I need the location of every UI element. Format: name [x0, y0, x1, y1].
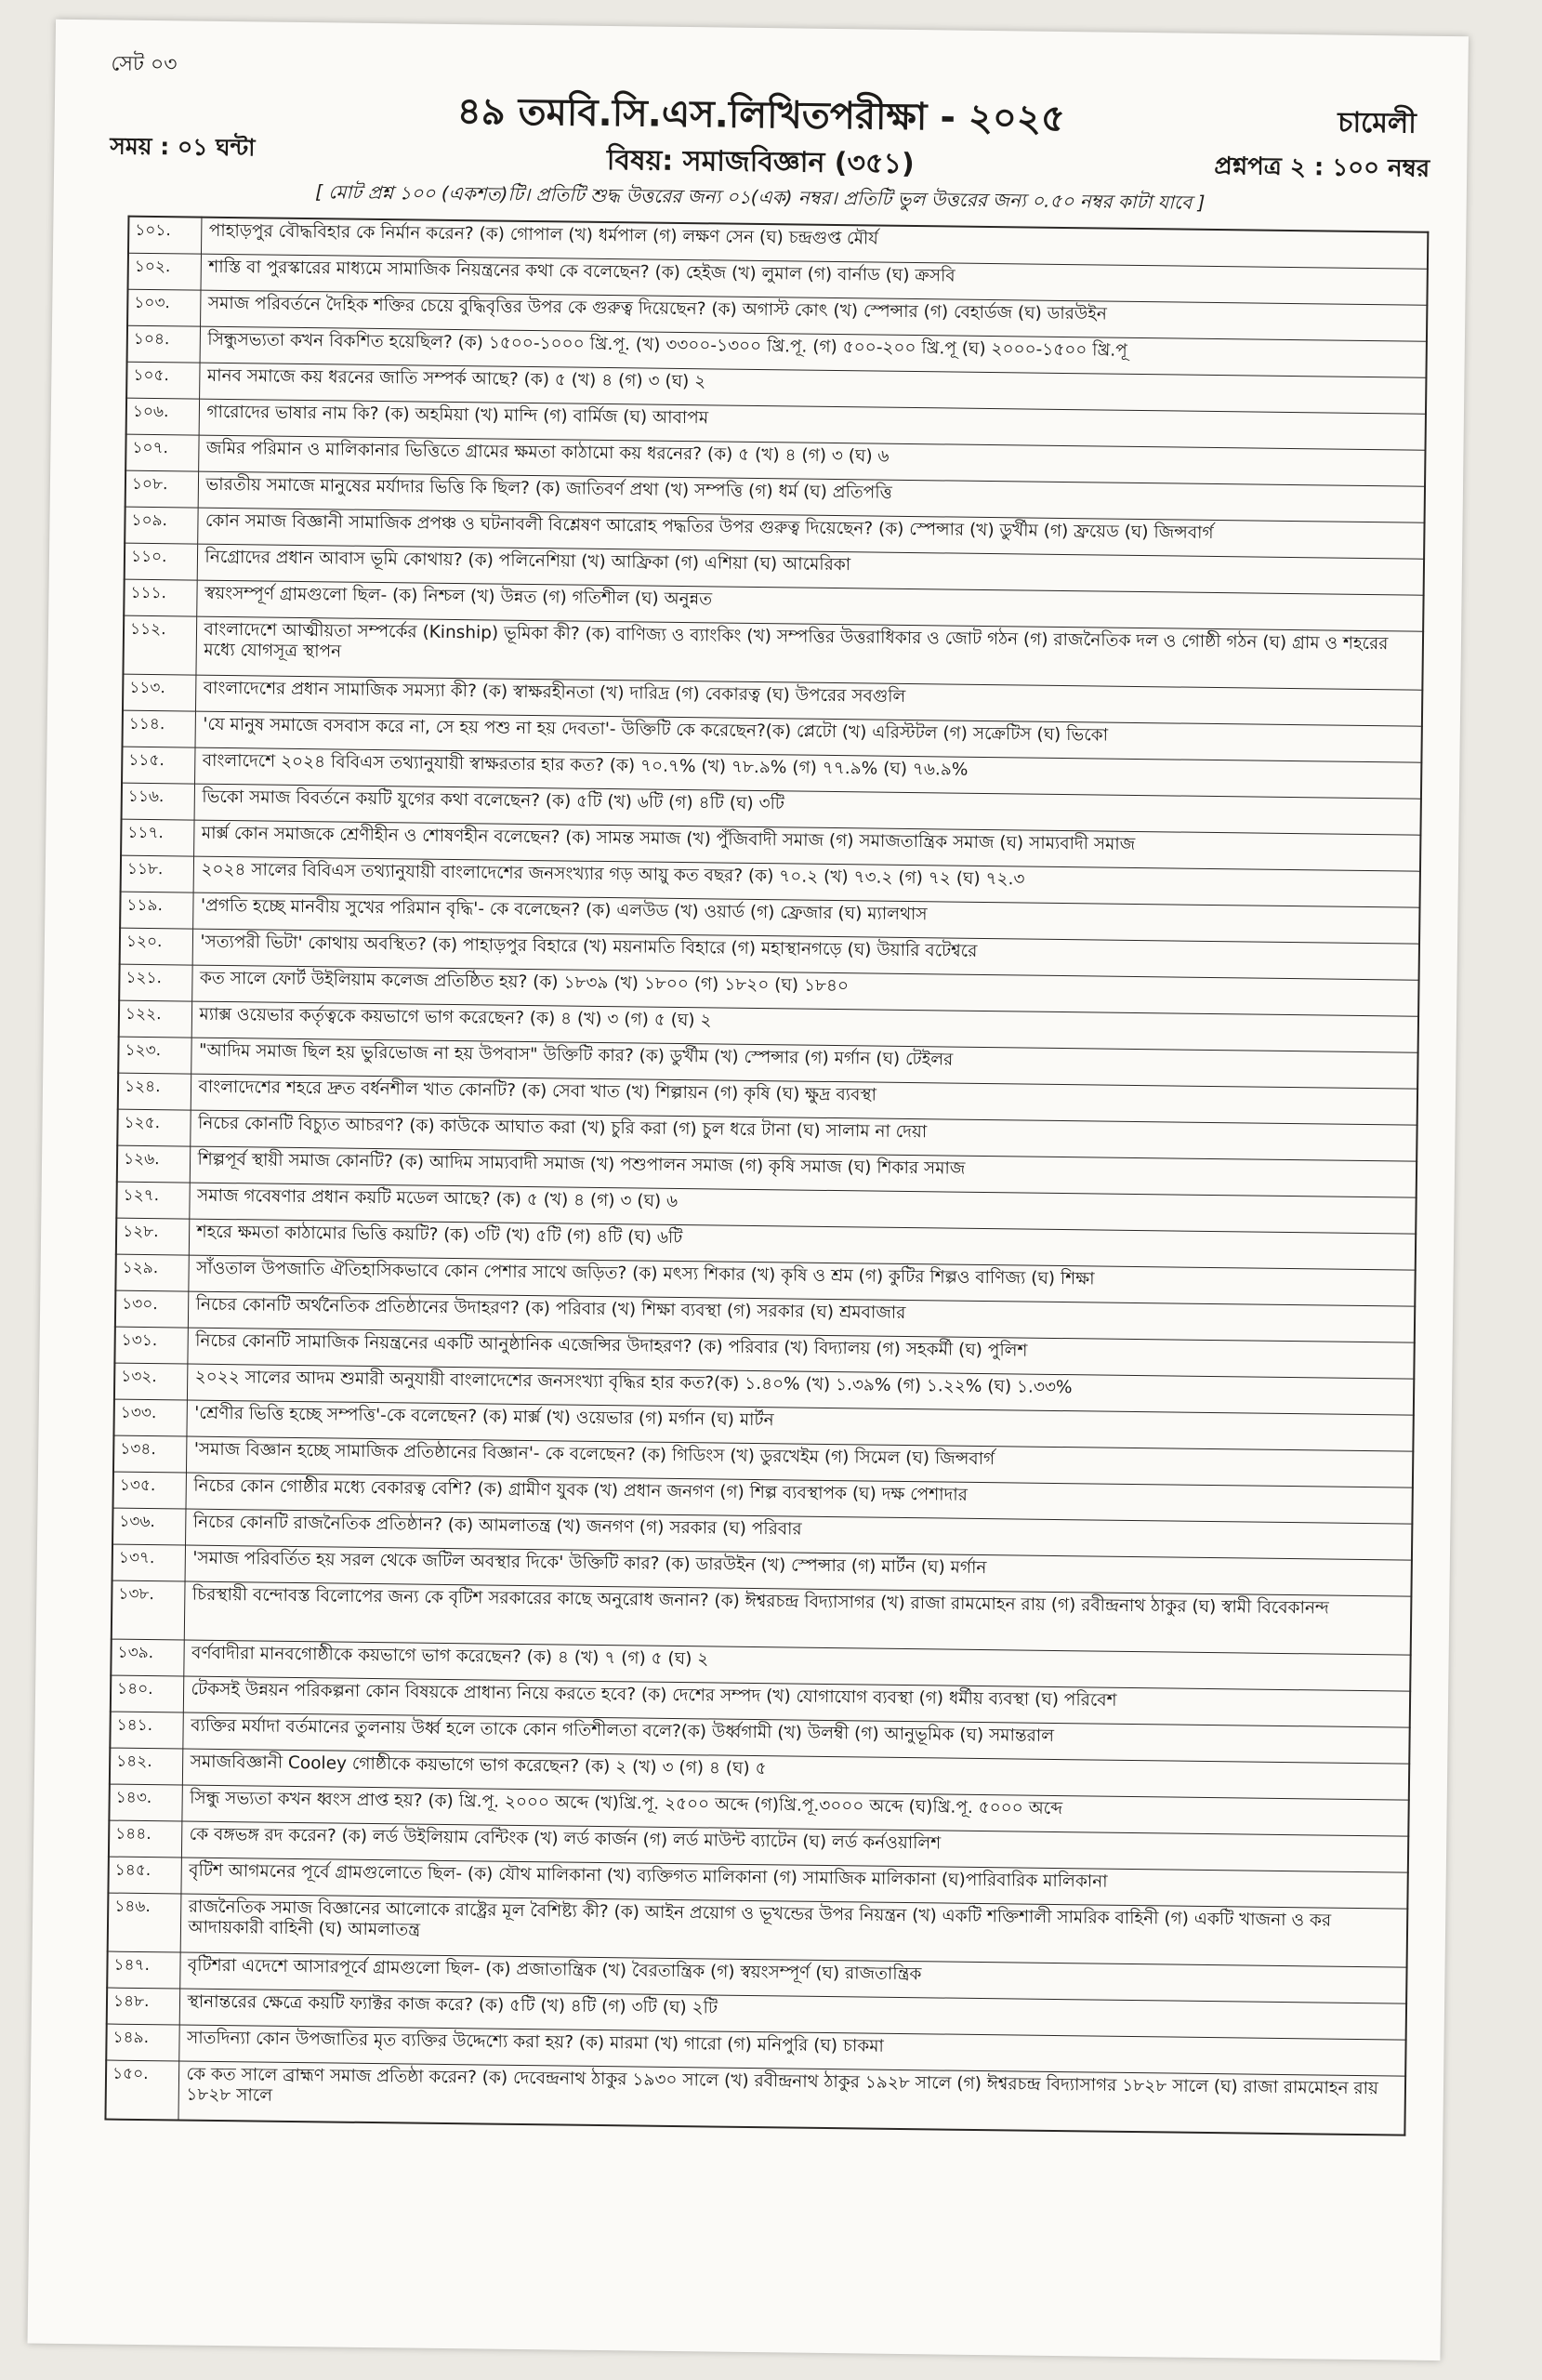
- question-text: 'যে মানুষ সমাজে বসবাস করে না, সে হয় পশু না হয় দেবতা'- উক্তিটি কে করেছেন?(ক) প্লেটো (খ) এরিস্টটল (গ) সক্রেটিস (ঘ) ভিকো: [194, 711, 1421, 762]
- question-text: কে বঙ্গভঙ্গ রদ করেন? (ক) লর্ড উইলিয়াম বেন্টিংক (খ) লর্ড কার্জন (গ) লর্ড মাউন্ট ব্যাটেন (ঘ) লর্ড কর্নওয়ালিশ: [181, 1821, 1408, 1872]
- question-number: ১৪১.: [110, 1712, 182, 1749]
- question-text: সমাজবিজ্ঞানী Cooley গোষ্ঠীকে কয়ভাগে ভাগ করেছেন? (ক) ২ (খ) ৩ (গ) ৪ (ঘ) ৫: [182, 1749, 1409, 1800]
- question-number: ১৪২.: [110, 1748, 182, 1785]
- question-number: ১৩৪.: [113, 1435, 186, 1473]
- question-text: টেকসই উন্নয়ন পরিকল্পনা কোন বিষয়কে প্রাধান্য নিয়ে করতে হবে? (ক) দেশের সম্পদ (খ) যোগাযোগ ব্যবস্থা (গ) ধর্মীয় ব্যবস্থা (ঘ) পরিবেশ: [183, 1676, 1410, 1727]
- question-text: নিচের কোনটি সামাজিক নিয়ন্ত্রনের একটি আনুষ্ঠানিক এজেন্সির উদাহরণ? (ক) পরিবার (খ) বিদ্যালয় (গ) সহকর্মী (ঘ) পুলিশ: [187, 1328, 1414, 1379]
- question-number: ১১৮.: [121, 855, 193, 892]
- question-table: [104, 216, 1429, 2136]
- question-number: ১৩৫.: [112, 1472, 185, 1509]
- question-text: শহরে ক্ষমতা কাঠামোর ভিত্তি কয়টি? (ক) ৩টি (খ) ৫টি (গ) ৪টি (ঘ) ৬টি: [189, 1219, 1416, 1270]
- question-text: কে কত সালে ব্রাহ্মণ সমাজ প্রতিষ্ঠা করেন? (ক) দেবেন্দ্রনাথ ঠাকুর ১৯৩০ সালে (খ) রবীন্দ্রনাথ ঠাকুর ১৯২৮ সালে (গ) ঈশ্বরচন্দ্র বিদ্যাসাগর ১৮২৮ সালে (ঘ) রাজা রামমোহন রায় ১৮২৮ সালে: [178, 2061, 1405, 2135]
- question-number: ১৪৭.: [107, 1951, 179, 1989]
- question-number: ১৩৯.: [111, 1639, 183, 1676]
- question-number: ১১২.: [123, 615, 196, 675]
- question-number: ১৩৮.: [112, 1580, 185, 1640]
- question-number: ১১১.: [124, 579, 196, 616]
- question-text: ভারতীয় সমাজে মানুষের মর্যাদার ভিত্তি কি ছিল? (ক) জাতিবর্ণ প্রথা (খ) সম্পত্তি (গ) ধর্ম (ঘ) প্রতিপত্তি: [198, 471, 1425, 522]
- question-text: ২০২২ সালের আদম শুমারী অনুযায়ী বাংলাদেশের জনসংখ্যা বৃদ্ধির হার কত?(ক) ১.৪০% (খ) ১.৩৯% (গ) ১.২২% (ঘ) ১.৩৩%: [187, 1364, 1414, 1415]
- question-text: বাংলাদেশের প্রধান সামাজিক সমস্যা কী? (ক) স্বাক্ষরহীনতা (খ) দারিদ্র (গ) বেকারত্ব (ঘ) উপরের সবগুলি: [195, 675, 1422, 726]
- question-number: ১০১.: [128, 217, 201, 254]
- question-number: ১২১.: [119, 964, 191, 1001]
- question-text: বাংলাদেশে আত্মীয়তা সম্পর্কের (Kinship) ভূমিকা কী? (ক) বাণিজ্য ও ব্যাংকিং (খ) সম্পত্তির উত্তরাধিকার ও জোট গঠন (গ) রাজনৈতিক দল ও গোষ্ঠী গঠন (ঘ) গ্রাম ও শহরের মধ্যে যোগসূত্র স্থাপন: [195, 616, 1423, 690]
- question-text: বাংলাদেশের শহরে দ্রুত বর্ধনশীল খাত কোনটি? (ক) সেবা খাত (খ) শিল্পায়ন (গ) কৃষি (ঘ) ক্ষুদ্র ব্যবস্থা: [191, 1074, 1417, 1125]
- question-number: ১৪৪.: [109, 1820, 181, 1858]
- question-number: ১০৮.: [125, 470, 198, 508]
- question-number: ১২৩.: [118, 1037, 191, 1074]
- question-text: জমির পরিমান ও মালিকানার ভিত্তিতে গ্রামের ক্ষমতা কাঠামো কয় ধরনের? (ক) ৫ (খ) ৪ (গ) ৩ (ঘ) ৬: [198, 435, 1425, 486]
- question-number: ১৪৮.: [107, 1988, 179, 2025]
- question-text: শিল্পপূর্ব স্থায়ী সমাজ কোনটি? (ক) আদিম সাম্যবাদী সমাজ (খ) পশুপালন সমাজ (গ) কৃষি সমাজ (ঘ) শিকার সমাজ: [190, 1146, 1417, 1197]
- exam-title: ৪৯ তমবি.সি.এস.লিখিতপরীক্ষা - ২০২৫: [456, 89, 1066, 140]
- question-number: ১৩৭.: [112, 1544, 185, 1581]
- question-text: সমাজ পরিবর্তনে দৈহিক শক্তির চেয়ে বুদ্ধিবৃত্তির উপর কে গুরুত্ব দিয়েছেন? (ক) অগাস্ট কোৎ (খ) স্পেন্সার (গ) বেহার্ডজ (ঘ) ডারউইন: [200, 290, 1427, 341]
- question-text: নিচের কোনটি রাজনৈতিক প্রতিষ্ঠান? (ক) আমলাতন্ত্র (খ) জনগণ (গ) সরকার (ঘ) পরিবার: [185, 1509, 1412, 1560]
- question-number: ১৪০.: [111, 1675, 183, 1712]
- question-number: ১৩২.: [114, 1363, 187, 1400]
- question-text: নিচের কোনটি বিচ্যুত আচরণ? (ক) কাউকে আঘাত করা (খ) চুরি করা (গ) চুল ধরে টানা (ঘ) সালাম না দেয়া: [190, 1110, 1417, 1161]
- question-number: ১৪৩.: [109, 1784, 181, 1821]
- question-number: ১৫০.: [105, 2060, 178, 2120]
- question-text: বর্ণবাদীরা মানবগোষ্ঠীকে কয়ভাগে ভাগ করেছেন? (ক) ৪ (খ) ৭ (গ) ৫ (ঘ) ২: [183, 1640, 1410, 1691]
- question-text: ২০২৪ সালের বিবিএস তথ্যানুযায়ী বাংলাদেশের জনসংখ্যার গড় আয়ু কত বছর? (ক) ৭০.২ (খ) ৭৩.২ (গ) ৭২ (ঘ) ৭২.৩: [193, 856, 1420, 907]
- paper-name: চামেলী: [1338, 106, 1417, 140]
- question-number: ১১৩.: [123, 674, 195, 711]
- question-text: নিগ্রোদের প্রধান আবাস ভূমি কোথায়? (ক) পলিনেশিয়া (খ) আফ্রিকা (গ) এশিয়া (ঘ) আমেরিকা: [197, 544, 1424, 595]
- question-text: বাংলাদেশে ২০২৪ বিবিএস তথ্যানুযায়ী স্বাক্ষরতার হার কত? (ক) ৭০.৭% (খ) ৭৮.৯% (গ) ৭৭.৯% (ঘ) ৭৬.৯%: [194, 747, 1421, 799]
- question-number: ১১৬.: [122, 783, 194, 820]
- set-label: সেট ০৩: [111, 52, 178, 77]
- question-number: ১১৫.: [122, 747, 194, 784]
- question-text: ম্যাক্স ওয়েভার কর্তৃত্বকে কয়ভাগে ভাগ করেছেন? (ক) ৪ (খ) ৩ (গ) ৫ (ঘ) ২: [191, 1001, 1418, 1052]
- question-number: ১০৫.: [126, 362, 199, 399]
- question-number: ১০৬.: [126, 398, 199, 435]
- question-number: ১১৯.: [120, 892, 192, 929]
- question-number: ১২৫.: [117, 1109, 190, 1146]
- question-number: ১২৬.: [117, 1145, 190, 1183]
- question-text: সমাজ গবেষণার প্রধান কয়টি মডেল আছে? (ক) ৫ (খ) ৪ (গ) ৩ (ঘ) ৬: [189, 1183, 1416, 1234]
- question-text: স্থানান্তরের ক্ষেত্রে কয়টি ফ্যাক্টর কাজ করে? (ক) ৫টি (খ) ৪টি (গ) ৩টি (ঘ) ২টি: [179, 1989, 1406, 2040]
- question-text: 'সত্যপরী ভিটা' কোথায় অবস্থিত? (ক) পাহাড়পুর বিহারে (খ) ময়নামতি বিহারে (গ) মহাস্থানগড়ে (ঘ) উয়ারি বটেশ্বরে: [192, 929, 1419, 980]
- question-text: বৃটিশরা এদেশে আসারপূর্বে গ্রামগুলো ছিল- (ক) প্রজাতান্ত্রিক (খ) বৈরতান্ত্রিক (গ) স্বয়ংসম্পূর্ণ (ঘ) রাজতান্ত্রিক: [179, 1952, 1406, 2003]
- question-text: ভিকো সমাজ বিবর্তনে কয়টি যুগের কথা বলেছেন? (ক) ৫টি (খ) ৬টি (গ) ৪টি (ঘ) ৩টি: [194, 784, 1421, 835]
- question-number: ১১৭.: [121, 819, 193, 856]
- question-number: ১৪৫.: [108, 1857, 180, 1894]
- question-text: পাহাড়পুর বৌদ্ধবিহার কে নির্মান করেন? (ক) গোপাল (খ) ধর্মপাল (গ) লক্ষণ সেন (ঘ) চন্দ্রগুপ্ত মৌর্য: [201, 218, 1428, 270]
- question-text: 'শ্রেণীর ভিত্তি হচ্ছে সম্পত্তি'-কে বলেছেন? (ক) মার্ক্স (খ) ওয়েভার (গ) মর্গান (ঘ) মার্টন: [186, 1400, 1413, 1451]
- question-number: ১২৪.: [118, 1073, 191, 1110]
- question-text: সিন্ধু সভ্যতা কখন ধ্বংস প্রাপ্ত হয়? (ক) খ্রি.পূ. ২০০০ অব্দে (খ)খ্রি.পূ. ২৫০০ অব্দে (গ)খ্রি.পূ.৩০০০ অব্দে (ঘ)খ্রি.পূ. ৫০০০ অব্দে: [181, 1785, 1408, 1836]
- question-text: 'সমাজ বিজ্ঞান হচ্ছে সামাজিক প্রতিষ্ঠানের বিজ্ঞান'- কে বলেছেন? (ক) গিডিংস (খ) ডুরখেইম (গ) সিমেল (ঘ) জিন্সবার্গ: [186, 1436, 1413, 1488]
- question-text: গারোদের ভাষার নাম কি? (ক) অহমিয়া (খ) মান্দি (গ) বার্মিজ (ঘ) আবাপম: [199, 399, 1426, 450]
- exam-time: সময় : ০১ ঘন্টা: [110, 132, 256, 162]
- question-text: 'সমাজ পরিবর্তিত হয় সরল থেকে জটিল অবস্থার দিকে' উক্তিটি কার? (ক) ডারউইন (খ) স্পেন্সার (গ) মার্টন (ঘ) মর্গান: [185, 1545, 1412, 1596]
- question-number: ১২০.: [120, 928, 192, 965]
- question-number: ১২৮.: [116, 1218, 189, 1255]
- question-number: ১৩৬.: [112, 1508, 185, 1545]
- question-number: ১৪৬.: [108, 1893, 181, 1952]
- question-text: ব্যক্তির মর্যাদা বর্তমানের তুলনায় উর্ধ্ব হলে তাকে কোন গতিশীলতা বলে?(ক) উর্ধ্বগামী (খ) উলম্বী (গ) আনুভূমিক (ঘ) সমান্তরাল: [182, 1712, 1409, 1764]
- exam-subject: বিষয়: সমাজবিজ্ঞান (৩৫১): [606, 143, 915, 181]
- question-number: ১১৪.: [123, 710, 195, 747]
- question-text: বৃটিশ আগমনের পূর্বে গ্রামগুলোতে ছিল- (ক) যৌথ মালিকানা (খ) ব্যক্তিগত মালিকানা (গ) সামাজিক মালিকানা (ঘ)পারিবারিক মালিকানা: [180, 1858, 1407, 1909]
- question-number: ১০৭.: [125, 434, 198, 471]
- question-text: কোন সমাজ বিজ্ঞানী সামাজিক প্রপঞ্চ ও ঘটনাবলী বিশ্লেষণ আরোহ পদ্ধতির উপর গুরুত্ব দিয়েছেন? (ক) স্পেন্সার (খ) ডুর্খীম (গ) ফ্রয়েড (ঘ) জিন্সবার্গ: [197, 508, 1424, 559]
- question-text: সাঁওতাল উপজাতি ঐতিহাসিকভাবে কোন পেশার সাথে জড়িত? (ক) মৎস্য শিকার (খ) কৃষি ও শ্রম (গ) কুটির শিল্পও বাণিজ্য (ঘ) শিক্ষা: [188, 1255, 1415, 1306]
- question-number: ১০২.: [128, 253, 201, 290]
- question-text: সাতদিন্যা কোন উপজাতির মৃত ব্যক্তির উদ্দেশ্যে করা হয়? (ক) মারমা (খ) গারো (গ) মনিপুরি (ঘ) চাকমা: [178, 2025, 1405, 2076]
- question-number: ১০৩.: [127, 289, 200, 326]
- question-number: ১৩০.: [115, 1290, 188, 1328]
- question-text: "আদিম সমাজ ছিল হয় ভুরিভোজ না হয় উপবাস" উক্তিটি কার? (ক) ডুর্খীম (খ) স্পেন্সার (গ) মর্গান (ঘ) টেইলর: [191, 1038, 1417, 1089]
- question-list: [105, 217, 1428, 2135]
- question-number: ১১০.: [125, 543, 197, 580]
- question-number: ১৪৯.: [106, 2024, 178, 2061]
- question-text: শাস্তি বা পুরস্কারের মাধ্যমে সামাজিক নিয়ন্ত্রনের কথা কে বলেছেন? (ক) হেইজ (খ) লুমাল (গ) বার্নাড (ঘ) ক্রসবি: [201, 254, 1428, 305]
- question-number: ১২৯.: [115, 1254, 188, 1291]
- question-text: মানব সমাজে কয় ধরনের জাতি সম্পর্ক আছে? (ক) ৫ (খ) ৪ (গ) ৩ (ঘ) ২: [199, 363, 1426, 414]
- question-text: মার্ক্স কোন সমাজকে শ্রেণীহীন ও শোষণহীন বলেছেন? (ক) সামন্ত সমাজ (খ) পুঁজিবাদী সমাজ (গ) সমাজতান্ত্রিক সমাজ (ঘ) সাম্যবাদী সমাজ: [193, 820, 1420, 871]
- exam-instruction: [ মোট প্রশ্ন ১০০ (একশত)টি। প্রতিটি শুদ্ধ উত্তরের জন্য ০১(এক) নম্বর। প্রতিটি ভুল উত্তরের জন্য ০.৫০ নম্বর কাটা যাবে ]: [315, 180, 1206, 214]
- question-number: ১২২.: [119, 1000, 191, 1038]
- question-text: নিচের কোন গোষ্ঠীর মধ্যে বেকারত্ব বেশি? (ক) গ্রামীণ যুবক (খ) প্রধান জনগণ (গ) শিল্প ব্যবস্থাপক (ঘ) দক্ষ পেশাদার: [185, 1473, 1412, 1524]
- question-text: 'প্রগতি হচ্ছে মানবীয় সুখের পরিমান বৃদ্ধি'- কে বলেছেন? (ক) এলউড (খ) ওয়ার্ড (গ) ফ্রেজার (ঘ) ম্যালথাস: [192, 892, 1419, 944]
- question-text: নিচের কোনটি অর্থনৈতিক প্রতিষ্ঠানের উদাহরণ? (ক) পরিবার (খ) শিক্ষা ব্যবস্থা (গ) সরকার (ঘ) শ্রমবাজার: [188, 1291, 1415, 1342]
- question-number: ১২৭.: [116, 1182, 189, 1219]
- question-text: চিরস্থায়ী বন্দোবস্ত বিলোপের জন্য কে বৃটিশ সরকারের কাছে অনুরোধ জনান? (ক) ঈশ্বরচন্দ্র বিদ্যাসাগর (খ) রাজা রামমোহন রায় (গ) রবীন্দ্রনাথ ঠাকুর (ঘ) স্বামী বিবেকানন্দ: [184, 1581, 1412, 1655]
- question-number: ১৩৩.: [113, 1399, 186, 1436]
- question-text: রাজনৈতিক সমাজ বিজ্ঞানের আলোকে রাষ্ট্রের মূল বৈশিষ্ট্য কী? (ক) আইন প্রয়োগ ও ভূখন্ডের উপর নিয়ন্ত্রন (খ) একটি শক্তিশালী সামরিক বাহিনী (গ) একটি খাজনা ও কর আদায়কারী বাহিনী (ঘ) আমলাতন্ত্র: [180, 1894, 1408, 1967]
- question-number: ১০৪.: [127, 325, 200, 363]
- question-text: সিন্ধুসভ্যতা কখন বিকশিত হয়েছিল? (ক) ১৫০০-১০০০ খ্রি.পূ. (খ) ৩৩০০-১৩০০ খ্রি.পূ. (গ) ৫০০-২০০ খ্রি.পূ (ঘ) ২০০০-১৫০০ খ্রি.পূ: [200, 326, 1427, 377]
- total-marks: প্রশ্নপত্র ২ : ১০০ নম্বর: [1214, 152, 1430, 183]
- question-number: ১৩১.: [114, 1327, 187, 1364]
- question-text: কত সালে ফোর্ট উইলিয়াম কলেজ প্রতিষ্ঠিত হয়? (ক) ১৮৩৯ (খ) ১৮০০ (গ) ১৮২০ (ঘ) ১৮৪০: [191, 965, 1418, 1016]
- exam-paper: [28, 20, 1469, 2360]
- question-text: স্বয়ংসম্পূর্ণ গ্রামগুলো ছিল- (ক) নিশ্চল (খ) উন্নত (গ) গতিশীল (ঘ) অনুন্নত: [196, 580, 1423, 631]
- question-number: ১০৯.: [125, 507, 197, 544]
